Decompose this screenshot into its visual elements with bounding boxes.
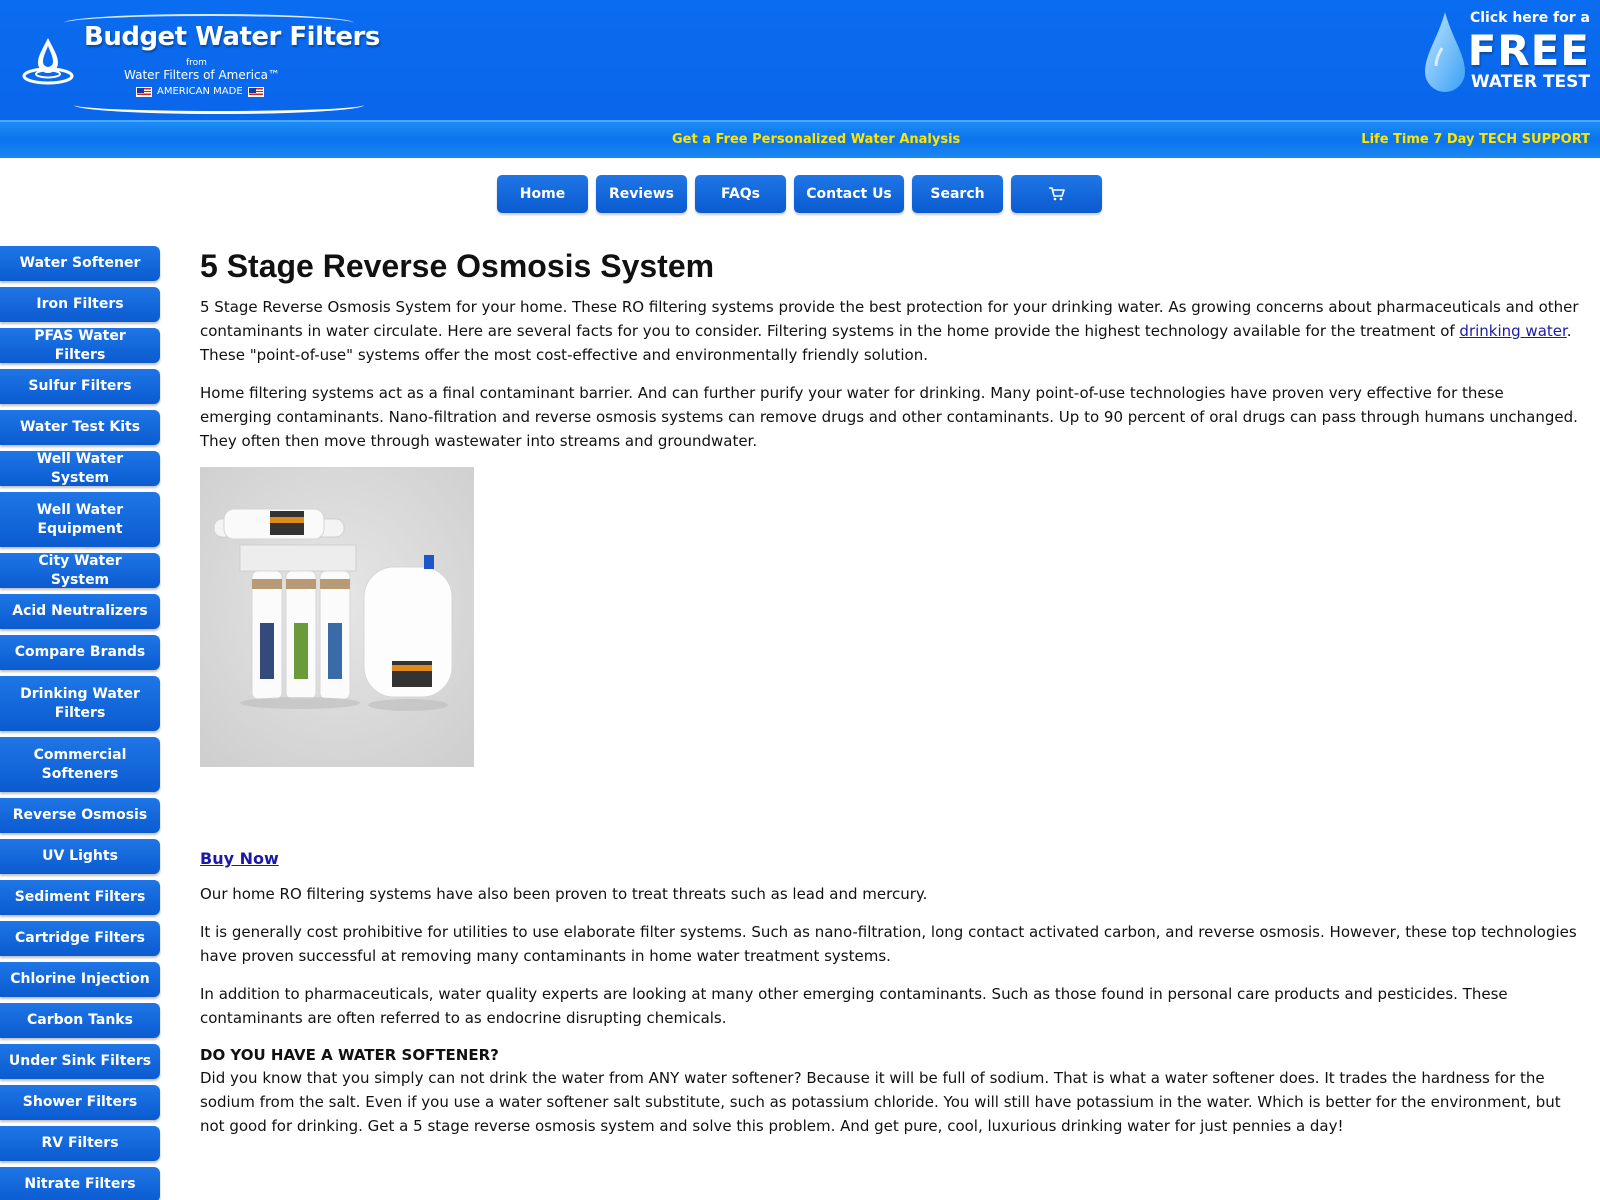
free-water-test-banner[interactable] <box>1410 8 1590 108</box>
water-drop-icon <box>1422 10 1468 98</box>
free-test-line1: Click here for a <box>1469 10 1590 26</box>
logo-title: Budget Water Filters <box>84 22 380 52</box>
sidebar-navigation <box>0 246 160 1200</box>
us-flag-icon <box>136 87 152 97</box>
product-image[interactable] <box>200 467 474 767</box>
sidebar-item-shower-filters[interactable]: Shower Filters <box>0 1085 160 1120</box>
sidebar-item-sediment-filters[interactable]: Sediment Filters <box>0 880 160 915</box>
sidebar-item-sulfur-filters[interactable]: Sulfur Filters <box>0 369 160 404</box>
free-analysis-link[interactable]: Get a Free Personalized Water Analysis <box>672 132 961 147</box>
buy-now-link[interactable]: Buy Now <box>200 849 279 868</box>
sidebar-item-commercial-softeners[interactable]: Commercial Softeners <box>0 737 160 792</box>
sidebar-item-drinking-water-filters[interactable]: Drinking Water Filters <box>0 676 160 731</box>
sidebar-item-rv-filters[interactable]: RV Filters <box>0 1126 160 1161</box>
cart-icon <box>1048 186 1066 202</box>
sidebar-item-under-sink-filters[interactable]: Under Sink Filters <box>0 1044 160 1079</box>
sidebar-item-reverse-osmosis[interactable]: Reverse Osmosis <box>0 798 160 833</box>
contaminants-paragraph: In addition to pharmaceuticals, water quality experts are looking at many other emerging contaminants. Such as those found in personal care products and pesticides. These contaminants are often referred to as endocrine disrupting chemicals. <box>200 985 1508 1027</box>
logo-from: from <box>186 58 207 68</box>
cost-paragraph: It is generally cost prohibitive for utilities to use elaborate filter systems. Such as nano-filtration, long contact activated carbon, and reverse osmosis. However, these top technologies have proven successful at removing many contaminants in home water treatment systems. <box>200 923 1577 965</box>
logo-swoosh-bottom <box>74 96 364 114</box>
lead-mercury-paragraph: Our home RO filtering systems have also been proven to treat threats such as lead and mercury. <box>200 885 928 903</box>
tech-support-link[interactable]: Life Time 7 Day TECH SUPPORT <box>1361 132 1590 147</box>
sidebar-item-nitrate-filters[interactable]: Nitrate Filters <box>0 1167 160 1200</box>
site-header <box>0 0 1600 120</box>
sidebar-item-carbon-tanks[interactable]: Carbon Tanks <box>0 1003 160 1038</box>
softener-paragraph: Did you know that you simply can not drink the water from ANY water softener? Because it will be full of sodium. That is what a water softener does. It trades the hardness for the sodium from the salt. Even if you use a water softener salt substitute, such as potassium chloride. You will still have potassium in the water. Which is better for the environment, but not good for drinking. Get a 5 stage reverse osmosis system and solve this problem. And get pure, cool, luxurious drinking water for just pennies a day! <box>200 1069 1561 1135</box>
barrier-paragraph: Home filtering systems act as a final contaminant barrier. And can further purify your water for drinking. Many point-of-use technologies have proven very effective for these emerging contaminants. Nano-filtration and reverse osmosis systems can remove drugs and other contaminants. Up to 90 percent of oral drugs can pass through humans unchanged. They often then move through wastewater into streams and groundwater. <box>200 384 1578 450</box>
sidebar-item-acid-neutralizers[interactable]: Acid Neutralizers <box>0 594 160 629</box>
intro-text-end: . These "point-of-use" systems offer the most cost-effective and environmentally friendly solution. <box>200 322 1572 364</box>
sidebar-item-uv-lights[interactable]: UV Lights <box>0 839 160 874</box>
sidebar-item-well-water-equipment[interactable]: Well Water Equipment <box>0 492 160 547</box>
us-flag-icon <box>248 87 264 97</box>
logo-subtitle: Water Filters of America™ <box>124 68 280 82</box>
sidebar-item-iron-filters[interactable]: Iron Filters <box>0 287 160 322</box>
water-drop-icon <box>20 32 76 88</box>
ro-system-illustration <box>200 467 474 767</box>
intro-paragraph <box>200 295 1580 367</box>
page-title: 5 Stage Reverse Osmosis System <box>200 248 715 284</box>
nav-faqs-button[interactable]: FAQs <box>695 175 786 213</box>
intro-text: 5 Stage Reverse Osmosis System for your home. These RO filtering systems provide the best protection for your drinking water. As growing concerns about pharmaceuticals and other contaminants in water circulate. Here are several facts for you to consider. Filtering systems in the home provide the highest technology available for the treatment of <box>200 298 1579 340</box>
nav-reviews-button[interactable]: Reviews <box>596 175 687 213</box>
drinking-water-link[interactable]: drinking water <box>1459 322 1567 340</box>
nav-search-button[interactable]: Search <box>912 175 1003 213</box>
main-content <box>200 248 1580 1152</box>
sidebar-item-city-water-system[interactable]: City Water System <box>0 553 160 588</box>
softener-heading: DO YOU HAVE A WATER SOFTENER? <box>200 1046 499 1064</box>
sidebar-item-cartridge-filters[interactable]: Cartridge Filters <box>0 921 160 956</box>
nav-cart-button[interactable] <box>1011 175 1102 213</box>
sidebar-item-well-water-system[interactable]: Well Water System <box>0 451 160 486</box>
nav-home-button[interactable]: Home <box>497 175 588 213</box>
sidebar-item-water-softener[interactable]: Water Softener <box>0 246 160 281</box>
logo-made-text: AMERICAN MADE <box>157 86 243 97</box>
sidebar-item-chlorine-injection[interactable]: Chlorine Injection <box>0 962 160 997</box>
nav-contact-us-button[interactable]: Contact Us <box>794 175 904 213</box>
top-navigation <box>497 175 1102 213</box>
free-test-line2: FREE <box>1467 26 1590 75</box>
free-test-line3: WATER TEST <box>1470 72 1590 92</box>
sidebar-item-water-test-kits[interactable]: Water Test Kits <box>0 410 160 445</box>
sidebar-item-pfas-water-filters[interactable]: PFAS Water Filters <box>0 328 160 363</box>
promo-bar <box>0 120 1600 158</box>
site-logo[interactable] <box>14 8 380 114</box>
sidebar-item-compare-brands[interactable]: Compare Brands <box>0 635 160 670</box>
